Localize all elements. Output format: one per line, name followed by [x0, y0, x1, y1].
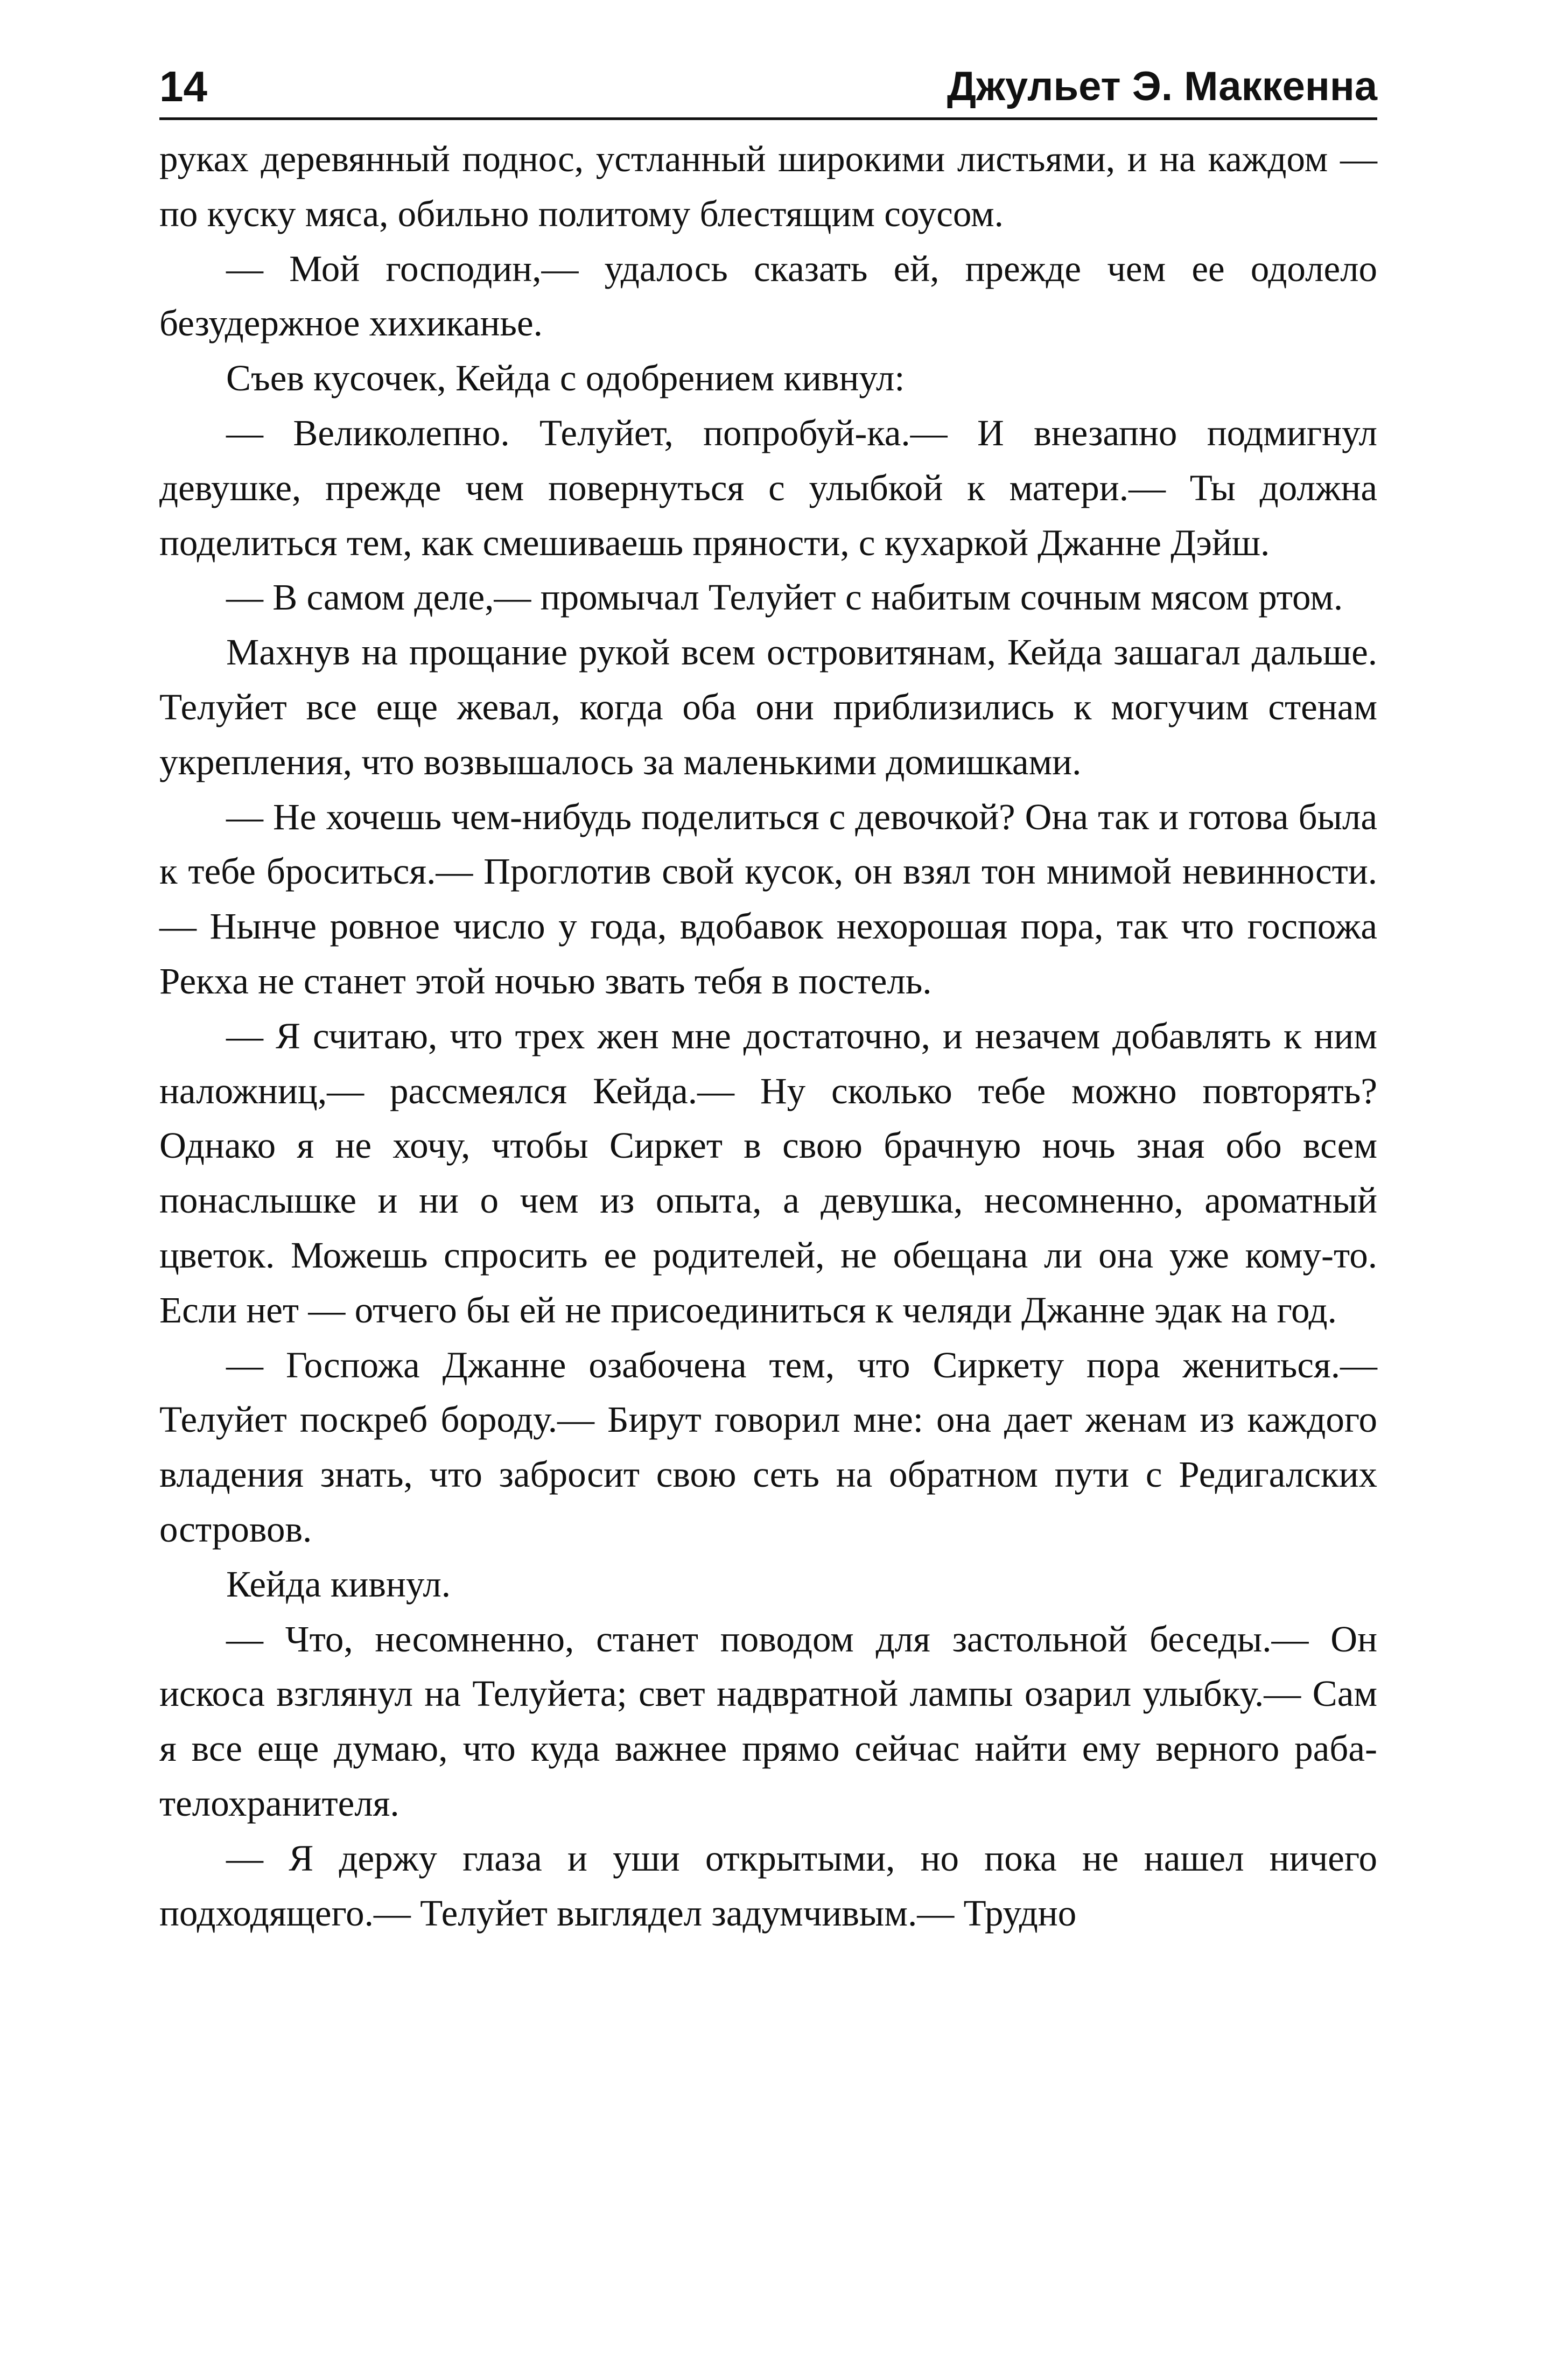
paragraph-9: — Госпожа Джанне озабочена тем, что Сиркету пора жениться.— Телуйет поскреб бороду.— Бирут говорил мне: она дает женам из каждого владения знать, что забросит свою сеть на обратном пути с Редигалских островов. [159, 1344, 1377, 1550]
paragraph-8: — Я считаю, что трех жен мне достаточно, и незачем добавлять к ним наложниц,— рассмеялся Кейда.— Ну сколько тебе можно повторять? Однако я не хочу, чтобы Сиркет в свою брачную ночь зная обо всем понаслышке и ни о чем из опыта, а девушка, несомненно, ароматный цветок. Можешь спросить ее родителей, не обещана ли она уже кому-то. Если нет — отчего бы ей не присоединиться к челяди Джанне эдак на год. [159, 1015, 1377, 1331]
paragraph-3: Съев кусочек, Кейда с одобрением кивнул: [226, 358, 905, 399]
running-head: Джульет Э. Маккенна [947, 64, 1377, 109]
paragraph-6: Махнув на прощание рукой всем островитянам, Кейда зашагал дальше. Телуйет все еще жевал, когда оба они приблизились к могучим стенам укрепления, что возвышалось за маленькими домишками. [159, 632, 1377, 782]
paragraph-7: — Не хочешь чем-нибудь поделиться с девочкой? Она так и готова была к тебе броситься.— Проглотив свой кусок, он взял тон мнимой невинности.— Нынче ровное число у года, вдобавок нехорошая пора, так что госпожа Рекха не станет этой ночью звать тебя в постель. [159, 796, 1377, 1002]
book-page [159, 59, 1377, 1941]
paragraph-4: — Великолепно. Телуйет, попробуй-ка.— И внезапно подмигнул девушке, прежде чем повернуться с улыбкой к матери.— Ты должна поделиться тем, как смешиваешь пряности, с кухаркой Джанне Дэйш. [159, 412, 1377, 563]
page-header [159, 59, 1377, 120]
paragraph-12: — Я держу глаза и уши открытыми, но пока не нашел ничего подходящего.— Телуйет выглядел задумчивым.— Трудно [159, 1837, 1377, 1934]
paragraph-5: — В самом деле,— промычал Телуйет с набитым сочным мясом ртом. [226, 577, 1343, 618]
paragraph-10: Кейда кивнул. [226, 1563, 451, 1605]
paragraph-2: — Мой господин,— удалось сказать ей, прежде чем ее одолело безудержное хихиканье. [159, 248, 1377, 344]
page-number: 14 [159, 62, 207, 110]
paragraph-1: руках деревянный поднос, устланный широкими листьями, и на каждом — по куску мяса, обильно политому блестящим соусом. [159, 138, 1377, 234]
body-text [159, 132, 1377, 1941]
paragraph-11: — Что, несомненно, станет поводом для застольной беседы.— Он искоса взглянул на Телуйета; свет надвратной лампы озарил улыбку.— Сам я все еще думаю, что куда важнее прямо сейчас найти ему верного раба-телохранителя. [159, 1618, 1377, 1824]
